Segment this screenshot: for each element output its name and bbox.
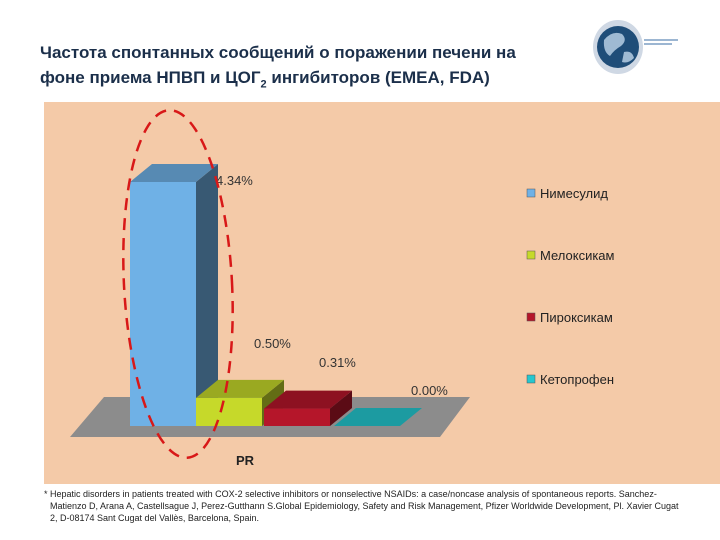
- legend-item-2: [527, 248, 615, 263]
- title-line-2: фоне приема НПВП и ЦОГ: [40, 68, 261, 87]
- legend: [527, 186, 615, 387]
- footnote: * Hepatic disorders in patients treated with COX-2 selective inhibitors or nonselective NSAIDs: a case/noncase analysis of spontaneous reports. Sanchez-Matienzo D, Arana A, Castellsague J, Perez-Gutthann S.Global Epidemiology, Safety and Risk Management, Pfizer Worldwide Development, Pl. Xavier Cugat 2, D-08174 Sant Cugat del Vallès, Barcelona, Spain.: [44, 489, 679, 523]
- slide-title: [40, 40, 600, 97]
- title-line-1: Частота спонтанных сообщений о поражении печени на: [40, 43, 516, 62]
- data-label-4: 0.00%: [411, 383, 448, 398]
- legend-item-3: [527, 310, 613, 325]
- bar-front: [264, 409, 330, 426]
- legend-swatch: [527, 189, 535, 197]
- chart-panel: [44, 102, 720, 484]
- globe-logo: [588, 16, 680, 78]
- data-label-2: 0.50%: [254, 336, 291, 351]
- data-label-3: 0.31%: [319, 355, 356, 370]
- legend-label: Нимесулид: [540, 186, 608, 201]
- title-subscript: 2: [260, 78, 267, 91]
- legend-swatch: [527, 375, 535, 383]
- bar-front: [130, 182, 196, 426]
- legend-label: Мелоксикам: [540, 248, 615, 263]
- legend-item-4: [527, 372, 614, 387]
- title-line-2-end: ингибиторов (EMEA, FDA): [266, 68, 490, 87]
- bars: [130, 164, 448, 426]
- bar-1: [130, 164, 218, 426]
- data-label-1: 4.34%: [216, 173, 253, 188]
- legend-swatch: [527, 251, 535, 259]
- legend-swatch: [527, 313, 535, 321]
- bar-front: [196, 398, 262, 426]
- x-axis-label: PR: [235, 453, 255, 468]
- chart: [44, 102, 720, 484]
- legend-label: Пироксикам: [540, 310, 613, 325]
- legend-item-1: [527, 186, 608, 201]
- legend-label: Кетопрофен: [540, 372, 615, 387]
